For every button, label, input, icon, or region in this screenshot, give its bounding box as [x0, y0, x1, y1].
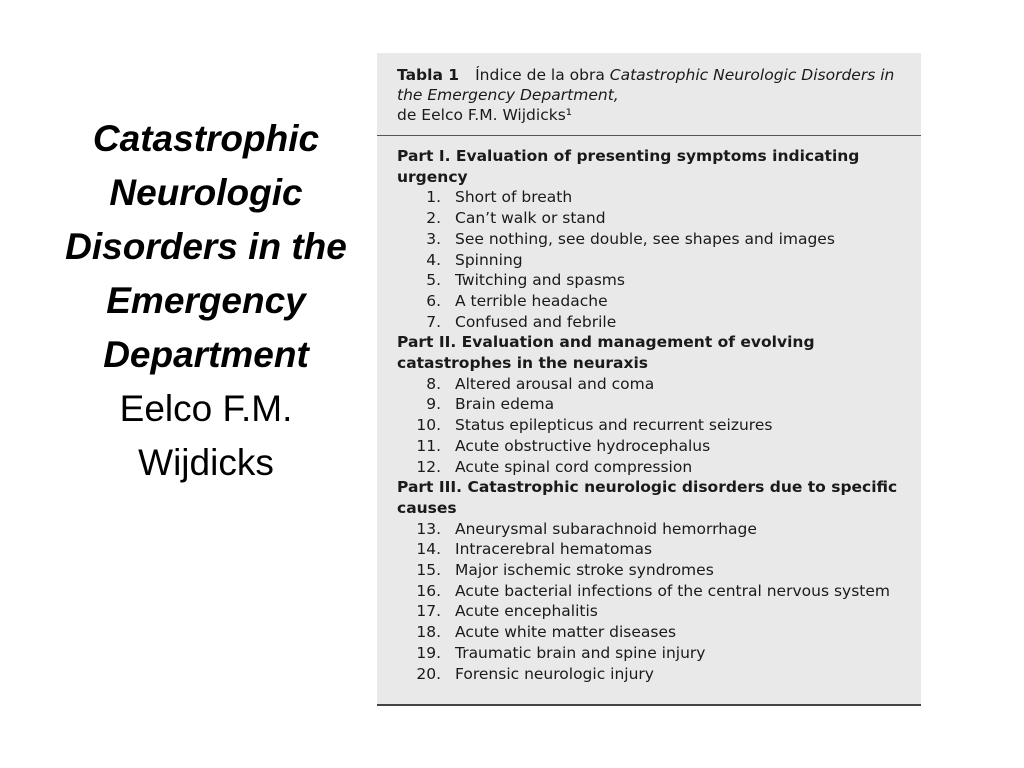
item-number: 3. — [426, 229, 441, 248]
item-text: Acute bacterial infections of the central nervous system — [455, 581, 890, 600]
list-item — [397, 208, 907, 229]
list-item — [397, 457, 907, 478]
item-number: 18. — [416, 623, 441, 642]
item-number: 2. — [426, 209, 441, 228]
item-text: Acute spinal cord compression — [455, 457, 693, 476]
item-number: 1. — [426, 188, 441, 207]
item-text: Traumatic brain and spine injury — [455, 643, 706, 662]
item-number: 4. — [426, 250, 441, 269]
list-item — [397, 187, 907, 208]
table-label: Tabla 1 — [397, 66, 460, 84]
item-text: Short of breath — [455, 188, 573, 207]
section-heading: Part II. Evaluation and management of evolving catastrophes in the neuraxis — [397, 333, 815, 373]
item-text: Acute obstructive hydrocephalus — [455, 436, 711, 455]
title-line: Neurologic — [109, 172, 303, 213]
item-text: Altered arousal and coma — [455, 374, 655, 393]
author-line: Eelco F.M. — [119, 388, 293, 429]
item-number: 8. — [426, 374, 441, 393]
list-item — [397, 250, 907, 271]
item-number: 10. — [416, 416, 441, 435]
item-number: 13. — [416, 519, 441, 538]
item-number: 15. — [416, 561, 441, 580]
item-text: Status epilepticus and recurrent seizures — [455, 416, 773, 435]
item-number: 5. — [426, 271, 441, 290]
table-body — [397, 146, 907, 684]
caption-book-title: Catastrophic Neurologic Disorders in the Emergency Department, — [397, 66, 895, 104]
item-text: Aneurysmal subarachnoid hemorrhage — [455, 519, 757, 538]
table-caption — [397, 65, 907, 125]
item-number: 12. — [416, 457, 441, 476]
list-item — [397, 374, 907, 395]
slide-title — [40, 112, 372, 490]
list-item — [397, 581, 907, 602]
list-item — [397, 270, 907, 291]
list-item — [397, 312, 907, 333]
item-text: Acute white matter diseases — [455, 623, 677, 642]
item-text: Spinning — [455, 250, 523, 269]
item-number: 11. — [416, 436, 441, 455]
title-line: Department — [103, 334, 309, 375]
item-number: 7. — [426, 312, 441, 331]
list-item — [397, 560, 907, 581]
item-number: 20. — [416, 664, 441, 683]
item-number: 14. — [416, 540, 441, 559]
section-heading: Part III. Catastrophic neurologic disorders due to specific causes — [397, 478, 898, 517]
item-number: 17. — [416, 602, 441, 621]
list-item — [397, 394, 907, 415]
item-text: Intracerebral hematomas — [455, 540, 653, 559]
item-text: Can’t walk or stand — [455, 209, 606, 228]
caption-suffix: de Eelco F.M. Wijdicks¹ — [397, 106, 572, 124]
author-line: Wijdicks — [138, 442, 274, 483]
item-number: 9. — [426, 395, 441, 414]
list-item — [397, 229, 907, 250]
item-number: 6. — [426, 291, 441, 310]
list-item — [397, 622, 907, 643]
title-line: Disorders in the — [65, 226, 347, 267]
item-text: A terrible headache — [455, 291, 608, 310]
list-item — [397, 291, 907, 312]
item-text: Twitching and spasms — [455, 271, 625, 290]
item-text: Major ischemic stroke syndromes — [455, 561, 714, 580]
list-item — [397, 415, 907, 436]
section-heading: Part I. Evaluation of presenting symptoms indicating urgency — [397, 147, 860, 186]
caption-prefix: Índice de la obra — [475, 66, 610, 84]
list-item — [397, 539, 907, 560]
item-number: 16. — [416, 581, 441, 600]
table-divider — [377, 135, 921, 136]
item-text: Confused and febrile — [455, 312, 617, 331]
title-line: Emergency — [106, 280, 306, 321]
list-item — [397, 436, 907, 457]
list-item — [397, 519, 907, 540]
item-text: Brain edema — [455, 395, 555, 414]
item-text: Acute encephalitis — [455, 602, 598, 621]
list-item — [397, 664, 907, 685]
item-text: See nothing, see double, see shapes and images — [455, 229, 835, 248]
title-line: Catastrophic — [92, 118, 320, 159]
item-text: Forensic neurologic injury — [455, 664, 654, 683]
list-item — [397, 643, 907, 664]
list-item — [397, 601, 907, 622]
item-number: 19. — [416, 643, 441, 662]
contents-table — [377, 53, 921, 706]
